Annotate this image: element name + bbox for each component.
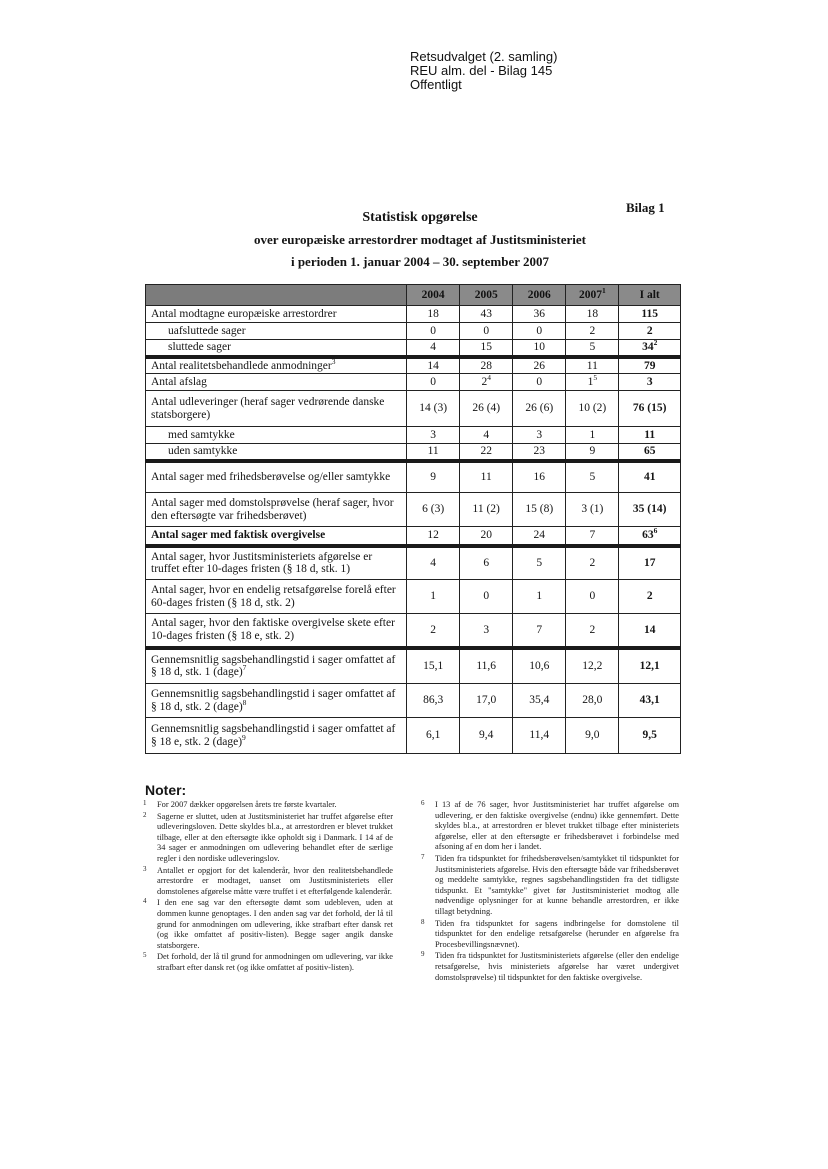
table-row: [146, 340, 681, 357]
footnote-mark: 2: [653, 338, 658, 348]
value-cell: [566, 718, 619, 754]
row-label-text: uden samtykke: [168, 445, 238, 457]
cell-value: 115: [641, 307, 658, 320]
footnote-text: Antallet er opgjort for det kalenderår, hvor den realitetsbehandlede arrestordre er modtaget, uanset om Justitsministeriets eller domstolenes afgørelse måtte være truffet i et efterfølgende kalenderår.: [157, 865, 393, 896]
row-label: [146, 427, 407, 444]
cell-value: 11: [480, 471, 492, 483]
cell-value: 12,1: [639, 660, 660, 672]
footnote: [421, 854, 679, 918]
value-cell: [407, 306, 460, 323]
cell-value: 2: [589, 623, 596, 636]
value-cell: [407, 527, 460, 546]
table-body: [146, 306, 681, 754]
cell-value: 3: [646, 375, 653, 388]
cell-value: 3: [483, 623, 490, 636]
table-row: [146, 323, 681, 340]
table-row: [146, 427, 681, 444]
total-cell: [619, 614, 681, 648]
value-cell: [566, 444, 619, 461]
value-cell: [513, 444, 566, 461]
table-row: [146, 461, 681, 493]
column-header-text: 2007: [578, 288, 602, 301]
cell-value: 1: [430, 590, 437, 603]
value-cell: [407, 427, 460, 444]
cell-value: 3 (1): [581, 503, 604, 516]
cell-value: 9,5: [642, 729, 657, 742]
cell-value: 34: [642, 341, 654, 353]
appendix-label: Bilag 1: [626, 200, 665, 215]
cell-value: 16: [533, 471, 546, 483]
row-label: [146, 374, 407, 391]
cell-value: 17: [643, 557, 656, 569]
cell-value: 6 (3): [422, 503, 445, 516]
row-label: [146, 340, 407, 357]
cell-value: 12,2: [582, 660, 603, 672]
total-cell: [619, 546, 681, 580]
footnote: [143, 800, 393, 811]
value-cell: [460, 374, 513, 391]
cell-value: 79: [643, 359, 656, 372]
row-label-text: Antal realitetsbehandlede anmodninger: [151, 359, 332, 372]
reference-line-3: Offentligt: [410, 77, 462, 92]
footnote-mark: 8: [242, 697, 247, 707]
row-label: [146, 444, 407, 461]
notes-column-right: [421, 800, 679, 984]
title-line-3: i perioden 1. januar 2004 – 30. september 2007: [290, 254, 550, 269]
column-header: [407, 285, 460, 306]
cell-value: 35 (14): [632, 503, 667, 516]
total-cell: [619, 340, 681, 357]
cell-value: 18: [427, 307, 439, 320]
cell-value: 1: [587, 375, 594, 388]
table-row: [146, 444, 681, 461]
row-label: [146, 684, 407, 718]
value-cell: [407, 374, 460, 391]
cell-value: 26: [533, 359, 546, 372]
cell-value: 2: [589, 324, 596, 337]
value-cell: [513, 527, 566, 546]
total-cell: [619, 493, 681, 527]
row-label: [146, 546, 407, 580]
cell-value: 15,1: [423, 660, 444, 672]
title-line-1: Statistisk opgørelse: [362, 210, 478, 225]
row-label-text: Antal afslag: [151, 375, 207, 388]
cell-value: 41: [643, 471, 656, 483]
footnote-mark: 3: [331, 356, 336, 366]
value-cell: [407, 323, 460, 340]
row-label: [146, 527, 407, 546]
total-cell: [619, 357, 681, 374]
cell-value: 43: [480, 307, 492, 320]
cell-value: 9,0: [585, 729, 600, 742]
column-header-text: 2006: [527, 288, 551, 301]
cell-value: 0: [483, 590, 490, 603]
value-cell: [566, 374, 619, 391]
cell-value: 11,4: [529, 729, 550, 742]
value-cell: [407, 444, 460, 461]
cell-value: 3: [430, 428, 437, 441]
value-cell: [566, 546, 619, 580]
document-reference: [410, 50, 670, 92]
column-header: [566, 285, 619, 306]
value-cell: [513, 427, 566, 444]
value-cell: [513, 648, 566, 684]
value-cell: [513, 391, 566, 427]
value-cell: [407, 357, 460, 374]
footnote-number: 8: [421, 917, 425, 926]
cell-value: 1: [536, 590, 543, 603]
value-cell: [566, 391, 619, 427]
value-cell: [513, 684, 566, 718]
total-cell: [619, 323, 681, 340]
notes-heading: Noter:: [145, 782, 187, 798]
value-cell: [460, 648, 513, 684]
cell-value: 76 (15): [632, 402, 667, 415]
value-cell: [566, 306, 619, 323]
cell-value: 0: [430, 375, 437, 388]
row-label: [146, 718, 407, 754]
table-row: [146, 391, 681, 427]
footnote-number: 2: [143, 810, 147, 819]
value-cell: [460, 684, 513, 718]
row-label-text: med samtykke: [168, 428, 235, 441]
cell-value: 2: [646, 590, 653, 603]
footnote-mark: 4: [487, 372, 491, 382]
footnote-text: Tiden fra tidspunktet for Justitsministeriets afgørelse (eller den endelige retsafgørelse, hvis ministeriets afgørelse har været undergivet domstolsprøvelse) til tidspunktet for den faktiske overgivelse.: [435, 951, 679, 982]
footnote-text: Sagerne er sluttet, uden at Justitsministeriet har truffet afgørelse efter udleveringsloven. Dette skyldes bl.a., at arrestordren er blevet trukket tilbage, eller at den eftersøgte ikke opholdt sig i Danmark. I 14 af de 34 sager er anmodningen om udlevering behandlet efter de særlige regler i den nordiske udleveringslov.: [157, 811, 393, 863]
cell-value: 26 (6): [525, 402, 554, 415]
value-cell: [566, 461, 619, 493]
cell-value: 23: [533, 445, 546, 457]
row-label-text: Gennemsnitlig sagsbehandlingstid i sager omfattet af § 18 e, stk. 2 (dage): [151, 723, 396, 748]
value-cell: [566, 527, 619, 546]
title-line-2: over europæiske arrestordrer modtaget af Justitsministeriet: [253, 232, 587, 247]
value-cell: [513, 718, 566, 754]
total-cell: [619, 684, 681, 718]
cell-value: 4: [430, 557, 437, 569]
value-cell: [460, 427, 513, 444]
table-row: [146, 684, 681, 718]
cell-value: 5: [589, 471, 596, 483]
footnote-number: 7: [421, 852, 425, 861]
value-cell: [460, 306, 513, 323]
cell-value: 28,0: [582, 694, 603, 707]
cell-value: 5: [589, 341, 596, 353]
cell-value: 6: [483, 557, 490, 569]
footnote-text: For 2007 dækker opgørelsen årets tre første kvartaler.: [157, 800, 337, 809]
cell-value: 0: [483, 324, 490, 337]
column-header-text: 2004: [421, 288, 445, 301]
notes-column-left: [143, 800, 393, 975]
cell-value: 14: [427, 359, 439, 372]
cell-value: 11: [586, 359, 598, 372]
cell-value: 0: [589, 590, 596, 603]
value-cell: [460, 357, 513, 374]
cell-value: 11,6: [476, 660, 497, 672]
footnote-text: I 13 af de 76 sager, hvor Justitsministeriet har truffet afgørelse om udlevering, er den faktiske overgivelse (endnu) ikke gennemført. Dette skyldes bl.a., at arrestordren er blevet trukket tilbage efter ministeriets afgørelse, eller at den eftersøgte er frihedsberøvet i forbindelse med afsoning af en dom her i landet.: [435, 800, 679, 852]
cell-value: 2: [430, 623, 437, 636]
table-row: [146, 374, 681, 391]
cell-value: 86,3: [423, 694, 444, 707]
cell-value: 7: [589, 529, 596, 541]
cell-value: 65: [643, 445, 656, 457]
total-cell: [619, 306, 681, 323]
statistics-table: [145, 284, 681, 754]
footnote-number: 1: [143, 799, 147, 807]
cell-value: 6,1: [425, 729, 441, 742]
reference-line-1: Retsudvalget (2. samling): [410, 49, 558, 64]
cell-value: 12: [427, 529, 439, 541]
table-row: [146, 493, 681, 527]
row-label-text: sluttede sager: [168, 341, 231, 353]
column-footnote: 1: [601, 285, 606, 295]
value-cell: [513, 357, 566, 374]
footnote-text: Tiden fra tidspunktet for frihedsberøvelsen/samtykket til tidspunktet for Justitsministeriets afgørelse. Hvis den eftersøgte både var frihedsberøvet og meddelte samtykke, regnes sagsbehandlingstiden fra det tidligste tidspunkt. Et "samtykke" givet før Justitsministeriet modtog alle nødvendige oplysninger for at kunne behandle arrestordren, er ikke tillagt betydning.: [435, 853, 679, 916]
table-row: [146, 306, 681, 323]
cell-value: 10 (2): [578, 402, 607, 415]
cell-value: 18: [586, 307, 599, 320]
value-cell: [566, 648, 619, 684]
value-cell: [566, 340, 619, 357]
row-label-text: Antal sager med frihedsberøvelse og/eller samtykke: [151, 471, 391, 483]
footnote: [143, 866, 393, 898]
value-cell: [407, 684, 460, 718]
cell-value: 2: [589, 557, 596, 569]
row-label: [146, 648, 407, 684]
value-cell: [513, 614, 566, 648]
value-cell: [566, 580, 619, 614]
cell-value: 17,0: [476, 694, 497, 707]
cell-value: 11: [427, 445, 439, 457]
value-cell: [513, 546, 566, 580]
cell-value: 9,4: [479, 729, 494, 742]
table-header-corner: [146, 285, 407, 306]
value-cell: [566, 427, 619, 444]
cell-value: 4: [430, 341, 437, 353]
column-header-text: I alt: [639, 288, 660, 301]
cell-value: 4: [483, 428, 490, 441]
total-cell: [619, 427, 681, 444]
total-cell: [619, 391, 681, 427]
footnote: [421, 951, 679, 983]
footnote: [143, 898, 393, 951]
cell-value: 24: [533, 529, 546, 541]
row-label-text: Antal udleveringer (heraf sager vedrørende danske statsborgere): [151, 396, 385, 421]
cell-value: 11 (2): [472, 503, 500, 516]
footnote: [143, 812, 393, 865]
total-cell: [619, 444, 681, 461]
value-cell: [407, 648, 460, 684]
value-cell: [513, 306, 566, 323]
value-cell: [566, 684, 619, 718]
value-cell: [407, 614, 460, 648]
value-cell: [460, 527, 513, 546]
row-label-text: Antal sager, hvor en endelig retsafgørelse forelå efter 60-dages fristen (§ 18 d, stk. 2): [151, 584, 396, 609]
cell-value: 0: [536, 324, 543, 337]
value-cell: [407, 391, 460, 427]
footnote: [143, 952, 393, 973]
column-header: [619, 285, 681, 306]
value-cell: [513, 340, 566, 357]
cell-value: 36: [533, 307, 546, 320]
value-cell: [513, 493, 566, 527]
cell-value: 5: [536, 557, 543, 569]
cell-value: 9: [589, 445, 596, 457]
row-label: [146, 323, 407, 340]
cell-value: 10,6: [529, 660, 550, 672]
table-row: [146, 357, 681, 374]
value-cell: [460, 546, 513, 580]
row-label-text: Antal sager med domstolsprøvelse (heraf sager, hvor den eftersøgte var frihedsberøvet): [151, 497, 394, 522]
total-cell: [619, 374, 681, 391]
value-cell: [566, 614, 619, 648]
value-cell: [566, 357, 619, 374]
cell-value: 43,1: [639, 694, 660, 707]
value-cell: [513, 323, 566, 340]
cell-value: 28: [480, 359, 492, 372]
value-cell: [460, 493, 513, 527]
cell-value: 2: [646, 324, 653, 337]
footnote-number: 3: [143, 864, 147, 873]
cell-value: 14 (3): [419, 402, 448, 415]
total-cell: [619, 580, 681, 614]
row-label: [146, 461, 407, 493]
value-cell: [566, 323, 619, 340]
cell-value: 10: [533, 341, 546, 353]
table-header-row: [146, 285, 681, 306]
total-cell: [619, 527, 681, 546]
footnote-mark: 9: [242, 732, 246, 742]
cell-value: 22: [480, 445, 492, 457]
value-cell: [460, 340, 513, 357]
footnote-number: 9: [421, 950, 425, 959]
table-row: [146, 648, 681, 684]
table-row: [146, 580, 681, 614]
row-label-text: Antal sager, hvor den faktiske overgivelse skete efter 10-dages fristen (§ 18 e, stk. 2): [151, 617, 395, 642]
table-row: [146, 718, 681, 754]
page-title: [150, 207, 690, 273]
footnote-number: 4: [143, 897, 147, 906]
footnote-mark: 7: [242, 663, 247, 673]
row-label: [146, 357, 407, 374]
footnote-text: Det forhold, der lå til grund for anmodningen om udlevering, var ikke strafbart efter dansk ret (og ikke omfattet af positiv-listen).: [157, 952, 393, 972]
total-cell: [619, 461, 681, 493]
value-cell: [407, 546, 460, 580]
cell-value: 2: [481, 375, 488, 388]
cell-value: 14: [643, 623, 656, 636]
cell-value: 3: [536, 428, 543, 441]
row-label-text: Antal modtagne europæiske arrestordrer: [151, 307, 337, 320]
value-cell: [407, 493, 460, 527]
cell-value: 7: [536, 623, 543, 636]
value-cell: [513, 580, 566, 614]
footnote-text: Tiden fra tidspunktet for sagens indbringelse for domstolene til tidspunktet for den endelige retsafgørelse (herunder en afgørelse fra Procesbevillingsnævnet).: [435, 918, 679, 949]
cell-value: 11: [644, 428, 656, 441]
reference-line-2: REU alm. del - Bilag 145: [410, 63, 553, 78]
value-cell: [460, 718, 513, 754]
value-cell: [407, 461, 460, 493]
row-label: [146, 580, 407, 614]
value-cell: [460, 391, 513, 427]
row-label: [146, 391, 407, 427]
footnote-text: I den ene sag var den eftersøgte dømt som udebleven, uden at dommen kunne genoptages. I den anden sag var det forhold, der lå til grund for anmodningen om udlevering, ikke strafbart efter dansk ret (og ikke omfattet af positiv-listen). Begge sager angik danske statsborgere.: [157, 898, 393, 950]
cell-value: 26 (4): [472, 402, 501, 415]
footnote-mark: 5: [593, 372, 598, 382]
cell-value: 9: [430, 471, 437, 483]
cell-value: 0: [536, 375, 543, 388]
total-cell: [619, 718, 681, 754]
cell-value: 15 (8): [525, 503, 554, 516]
value-cell: [513, 461, 566, 493]
cell-value: 0: [430, 324, 437, 337]
cell-value: 20: [480, 529, 492, 541]
value-cell: [460, 580, 513, 614]
row-label: [146, 306, 407, 323]
row-label: [146, 493, 407, 527]
table-row: [146, 527, 681, 546]
row-label-text: Antal sager, hvor Justitsministeriets afgørelse er truffet efter 10-dages fristen (§ 18 d, stk. 1): [151, 550, 373, 576]
cell-value: 63: [642, 529, 654, 541]
row-label-text: uafsluttede sager: [168, 324, 246, 337]
row-label: [146, 614, 407, 648]
column-header: [513, 285, 566, 306]
row-label-text: Gennemsnitlig sagsbehandlingstid i sager omfattet af § 18 d, stk. 2 (dage): [151, 688, 396, 713]
footnote: [421, 919, 679, 951]
cell-value: 15: [480, 341, 492, 353]
column-header: [460, 285, 513, 306]
value-cell: [407, 340, 460, 357]
value-cell: [460, 444, 513, 461]
footnote-number: 5: [143, 951, 147, 960]
footnote-mark: 6: [653, 526, 658, 536]
value-cell: [407, 580, 460, 614]
value-cell: [407, 718, 460, 754]
value-cell: [460, 323, 513, 340]
value-cell: [460, 461, 513, 493]
total-cell: [619, 648, 681, 684]
value-cell: [460, 614, 513, 648]
row-label-text: Antal sager med faktisk overgivelse: [151, 529, 326, 541]
table-row: [146, 614, 681, 648]
value-cell: [513, 374, 566, 391]
footnote: [421, 800, 679, 853]
cell-value: 35,4: [529, 694, 550, 707]
table-row: [146, 546, 681, 580]
footnote-number: 6: [421, 799, 425, 807]
cell-value: 1: [589, 428, 596, 441]
column-header-text: 2005: [474, 288, 498, 301]
value-cell: [566, 493, 619, 527]
row-label-text: Gennemsnitlig sagsbehandlingstid i sager omfattet af § 18 d, stk. 1 (dage): [151, 653, 396, 679]
